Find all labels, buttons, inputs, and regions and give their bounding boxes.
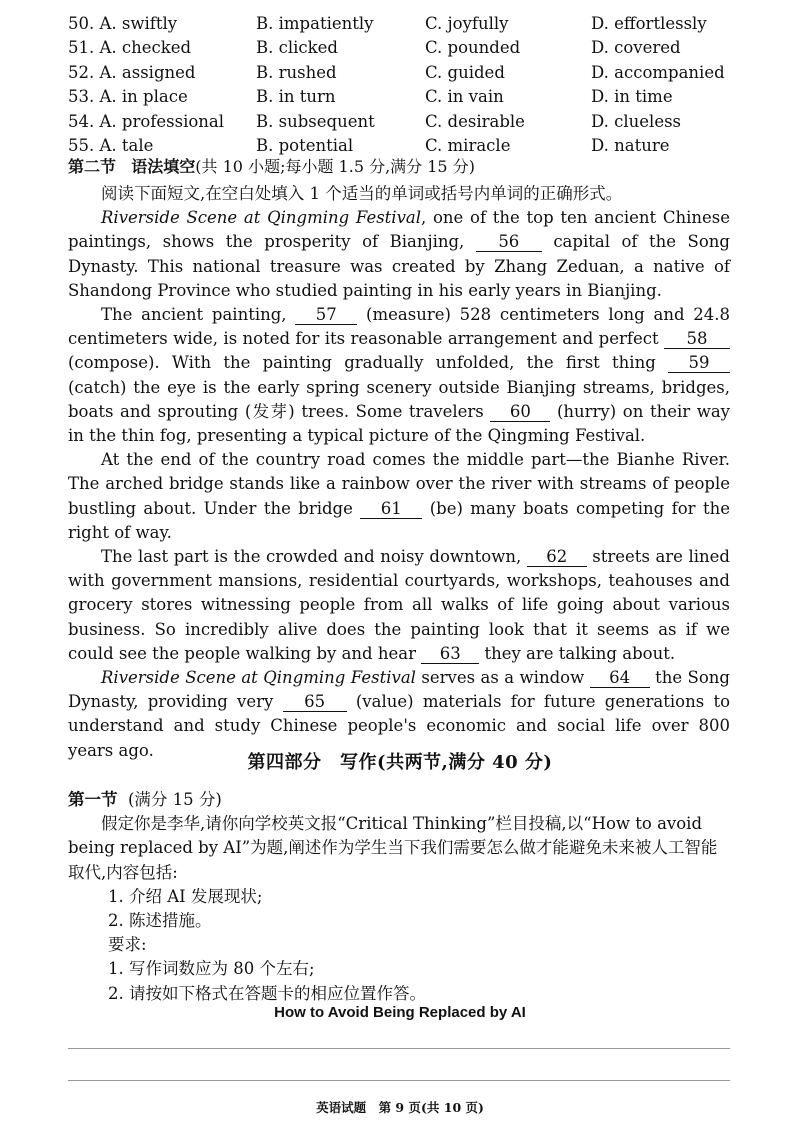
option-text: C. pounded (425, 38, 521, 58)
option-d[interactable] (591, 36, 748, 60)
option-d[interactable] (591, 134, 748, 158)
option-text: A. assigned (99, 62, 196, 82)
option-text: C. miracle (425, 135, 511, 155)
option-b[interactable] (256, 61, 425, 85)
option-text: B. clicked (256, 38, 338, 58)
section2-info: (共 10 小题;每小题 1.5 分,满分 15 分) (195, 157, 475, 176)
p2-text-e: (hurry) on their way in the thin fog, presenting a typical picture of the Qingming Festival. (68, 401, 731, 446)
p5-text-c: (value) materials for future generations to understand and study Chinese people's economic and social life over 800 years ago. (68, 692, 731, 760)
passage (68, 184, 731, 763)
p1-text-a: , one of the top ten ancient Chinese paintings, shows the prosperity of Bianjing, (68, 208, 731, 252)
question-number: 52. (68, 62, 95, 82)
option-text: A. checked (99, 38, 192, 58)
option-text: D. covered (591, 38, 681, 58)
option-text: C. in vain (425, 87, 504, 107)
option-c[interactable] (425, 110, 591, 134)
blank-58[interactable]: 58 (664, 330, 730, 349)
blank-63[interactable]: 63 (421, 645, 479, 664)
option-row (68, 110, 748, 134)
option-a[interactable] (68, 36, 256, 60)
paragraph-4 (68, 545, 730, 666)
p3-text-b: (be) many boats competing for the right of way. (68, 498, 730, 542)
blank-59[interactable]: 59 (668, 354, 730, 373)
question-number: 50. (68, 14, 95, 33)
p4-text-b: streets are lined with government mansions, residential courtyards, workshops, teahouses and grocery stores witnessing people from all walks of life going about various business. So incredibly alive does the painting look that it seems as if we could see the people walking by and hear (68, 547, 730, 663)
requirement-2: 2. 请按如下格式在答题卡的相应位置作答。 (108, 983, 426, 1003)
content-item-2: 2. 陈述措施。 (108, 911, 212, 931)
option-text: C. joyfully (425, 14, 509, 33)
writing-prompt: 假定你是李华,请你向学校英文报“Critical Thinking”栏目投稿,以“How to avoid being replaced by AI”为题,阐述作为学生当下我们需要怎么做才能避免未来被人工智能取代,内容包括: (68, 814, 718, 882)
option-d[interactable] (591, 12, 748, 36)
blank-57[interactable]: 57 (295, 306, 357, 325)
option-c[interactable] (425, 12, 591, 36)
answer-line-2[interactable] (68, 1080, 730, 1081)
option-d[interactable] (591, 85, 748, 109)
p2-text-d: (catch) the eye is the early spring scenery outside Bianjing streams, bridges, boats and sprouting (发芽) trees. Some travelers (68, 377, 730, 421)
painting-title-2: Riverside Scene at Qingming Festival (101, 668, 416, 688)
option-b[interactable] (256, 12, 425, 36)
p5-text-b: the Song Dynasty, providing very (68, 668, 730, 712)
part4-title: 第四部分 写作(共两节,满分 40 分) (247, 752, 553, 773)
option-text: B. impatiently (256, 14, 374, 33)
instruction: 阅读下面短文,在空白处填入 1 个适当的单词或括号内单词的正确形式。 (101, 184, 623, 203)
writing-sec1-title: 第一节 (68, 790, 118, 809)
option-row (68, 61, 748, 85)
option-row (68, 85, 748, 109)
option-text: A. tale (99, 135, 154, 155)
p2-text-b: (measure) 528 centimeters long and 24.8 centimeters wide, is noted for its reasonable arrangement and perfect (68, 305, 731, 349)
option-text: B. in turn (256, 87, 336, 107)
option-text: A. swiftly (99, 14, 178, 33)
p4-text-c: they are talking about. (479, 643, 676, 663)
option-d[interactable] (591, 61, 748, 85)
option-b[interactable] (256, 36, 425, 60)
question-number: 54. (68, 111, 95, 131)
writing-section (68, 788, 730, 1006)
option-text: C. desirable (425, 111, 525, 131)
option-text: B. subsequent (256, 111, 375, 131)
option-row (68, 36, 748, 60)
page-footer: 英语试题 第 9 页(共 10 页) (316, 1100, 484, 1115)
blank-56[interactable]: 56 (476, 233, 542, 252)
p1-text-b: capital of the Song Dynasty. This national treasure was created by Zhang Zeduan, a native of Shandong Province who studied painting in his early years in Bianjing. (68, 232, 730, 300)
blank-61[interactable]: 61 (360, 500, 422, 519)
option-text: A. in place (99, 87, 188, 107)
blank-65[interactable]: 65 (283, 693, 347, 712)
section2-name: 语法填空 (131, 157, 196, 176)
p4-text-a: The last part is the crowded and noisy downtown, (101, 547, 527, 567)
option-c[interactable] (425, 85, 591, 109)
option-d[interactable] (591, 110, 748, 134)
p2-text-a: The ancient painting, (101, 305, 296, 325)
blank-60[interactable]: 60 (490, 403, 550, 422)
option-a[interactable] (68, 85, 256, 109)
painting-title: Riverside Scene at Qingming Festival (101, 208, 422, 228)
question-number: 55. (68, 135, 95, 155)
option-b[interactable] (256, 85, 425, 109)
options-table (68, 12, 748, 158)
p3-text-a: At the end of the country road comes the middle part—the Bianhe River. The arched bridge stands like a rainbow over the river with streams of people bustling about. Under the bridge (68, 450, 730, 518)
p2-text-c: (compose). With the painting gradually unfolded, the first thing (68, 353, 668, 373)
option-text: D. accompanied (591, 62, 725, 82)
option-row (68, 12, 748, 36)
option-c[interactable] (425, 36, 591, 60)
option-text: D. nature (591, 135, 670, 155)
content-item-1: 1. 介绍 AI 发展现状; (108, 886, 263, 906)
answer-line-1[interactable] (68, 1048, 730, 1049)
requirements-label: 要求: (108, 935, 147, 955)
paragraph-3 (68, 448, 730, 545)
requirement-1: 1. 写作词数应为 80 个左右; (108, 959, 315, 979)
writing-sec1-heading (68, 788, 730, 812)
option-text: D. in time (591, 87, 673, 107)
option-text: B. rushed (256, 62, 337, 82)
option-text: B. potential (256, 135, 354, 155)
option-a[interactable] (68, 12, 256, 36)
p5-text-a: serves as a window (415, 668, 590, 688)
blank-64[interactable]: 64 (590, 669, 650, 688)
option-a[interactable] (68, 110, 256, 134)
question-number: 53. (68, 87, 95, 107)
essay-title: How to Avoid Being Replaced by AI (274, 1004, 526, 1021)
option-text: D. effortlessly (591, 14, 707, 33)
option-text: C. guided (425, 62, 505, 82)
option-text: D. clueless (591, 111, 682, 131)
option-c[interactable] (425, 61, 591, 85)
writing-sec1-info: (满分 15 分) (128, 790, 222, 809)
option-b[interactable] (256, 110, 425, 134)
question-number: 51. (68, 38, 95, 58)
paragraph-1 (68, 206, 730, 303)
option-text: A. professional (99, 111, 225, 131)
option-a[interactable] (68, 61, 256, 85)
paragraph-2 (68, 303, 730, 448)
section2-heading (68, 155, 475, 179)
blank-62[interactable]: 62 (527, 548, 587, 567)
section2-title: 第二节 (68, 157, 117, 176)
